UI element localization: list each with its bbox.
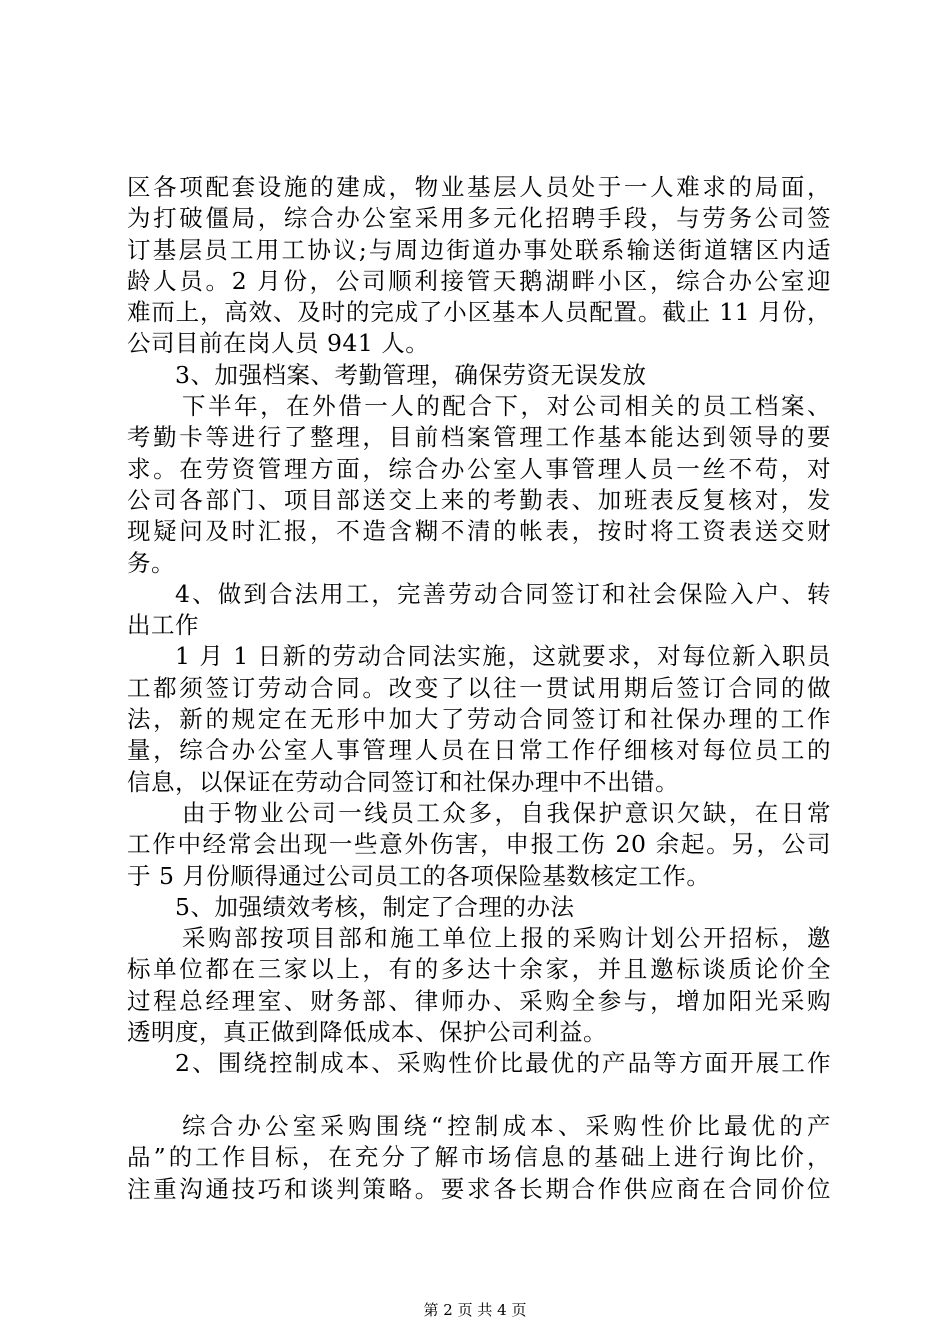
paragraph-line: 公司目前在岗人员 941 人。 [127, 329, 430, 358]
paragraph-line: 综合办公室采购围绕“控制成本、采购性价比最优的产 [182, 1111, 831, 1140]
document-body [127, 172, 831, 1205]
paragraph-line: 难而上，高效、及时的完成了小区基本人员配置。截止 11 月份， [127, 298, 831, 327]
paragraph-line: 下半年，在外借一人的配合下，对公司相关的员工档案、 [182, 392, 831, 421]
paragraph-line: 为打破僵局，综合办公室采用多元化招聘手段，与劳务公司签 [127, 204, 831, 233]
page-number-footer: 第 2 页 共 4 页 [423, 1301, 527, 1319]
paragraph-line: 工都须签订劳动合同。改变了以往一贯试用期后签订合同的做 [127, 673, 831, 702]
paragraph-line: 龄人员。2 月份，公司顺利接管天鹅湖畔小区，综合办公室迎 [127, 266, 831, 295]
paragraph-line: 1 月 1 日新的劳动合同法实施，这就要求，对每位新入职员 [175, 642, 831, 671]
blank-line [127, 1080, 831, 1111]
paragraph-line: 务。 [127, 548, 175, 577]
paragraph-line: 采购部按项目部和施工单位上报的采购计划公开招标，邀 [182, 924, 831, 953]
paragraph-line: 量，综合办公室人事管理人员在日常工作仔细核对每位员工的 [127, 736, 831, 765]
paragraph-line: 于 5 月份顺得通过公司员工的各项保险基数核定工作。 [127, 861, 711, 890]
paragraph-line: 过程总经理室、财务部、律师办、采购全参与，增加阳光采购 [127, 986, 831, 1015]
paragraph-line: 公司各部门、项目部送交上来的考勤表、加班表反复核对，发 [127, 485, 831, 514]
paragraph-line: 工作中经常会出现一些意外伤害，申报工伤 20 余起。另，公司 [127, 830, 831, 859]
paragraph-line: 信息，以保证在劳动合同签订和社保办理中不出错。 [127, 767, 679, 796]
paragraph-line: 品”的工作目标，在充分了解市场信息的基础上进行询比价， [127, 1143, 831, 1172]
paragraph-line: 5、加强绩效考核，制定了合理的办法 [175, 892, 575, 921]
paragraph-line: 3、加强档案、考勤管理，确保劳资无误发放 [175, 360, 647, 389]
paragraph-line: 求。在劳资管理方面，综合办公室人事管理人员一丝不苟，对 [127, 454, 831, 483]
paragraph-line: 标单位都在三家以上，有的多达十余家，并且邀标谈质论价全 [127, 955, 831, 984]
paragraph-line: 出工作 [127, 611, 199, 640]
paragraph-line: 现疑问及时汇报，不造含糊不清的帐表，按时将工资表送交财 [127, 517, 831, 546]
paragraph-line: 由于物业公司一线员工众多，自我保护意识欠缺，在日常 [182, 798, 831, 827]
paragraph-line: 考勤卡等进行了整理，目前档案管理工作基本能达到领导的要 [127, 423, 831, 452]
paragraph-line: 区各项配套设施的建成，物业基层人员处于一人难求的局面， [127, 173, 831, 201]
paragraph-line: 订基层员工用工协议;与周边街道办事处联系输送街道辖区内适 [127, 235, 831, 264]
paragraph-line: 注重沟通技巧和谈判策略。要求各长期合作供应商在合同价位 [127, 1174, 831, 1203]
paragraph-line: 4、做到合法用工，完善劳动合同签订和社会保险入户、转 [175, 579, 831, 608]
paragraph-line: 透明度，真正做到降低成本、保护公司利益。 [127, 1018, 607, 1047]
paragraph-line: 2、围绕控制成本、采购性价比最优的产品等方面开展工作 [175, 1049, 831, 1078]
paragraph-line: 法，新的规定在无形中加大了劳动合同签订和社保办理的工作 [127, 705, 831, 734]
